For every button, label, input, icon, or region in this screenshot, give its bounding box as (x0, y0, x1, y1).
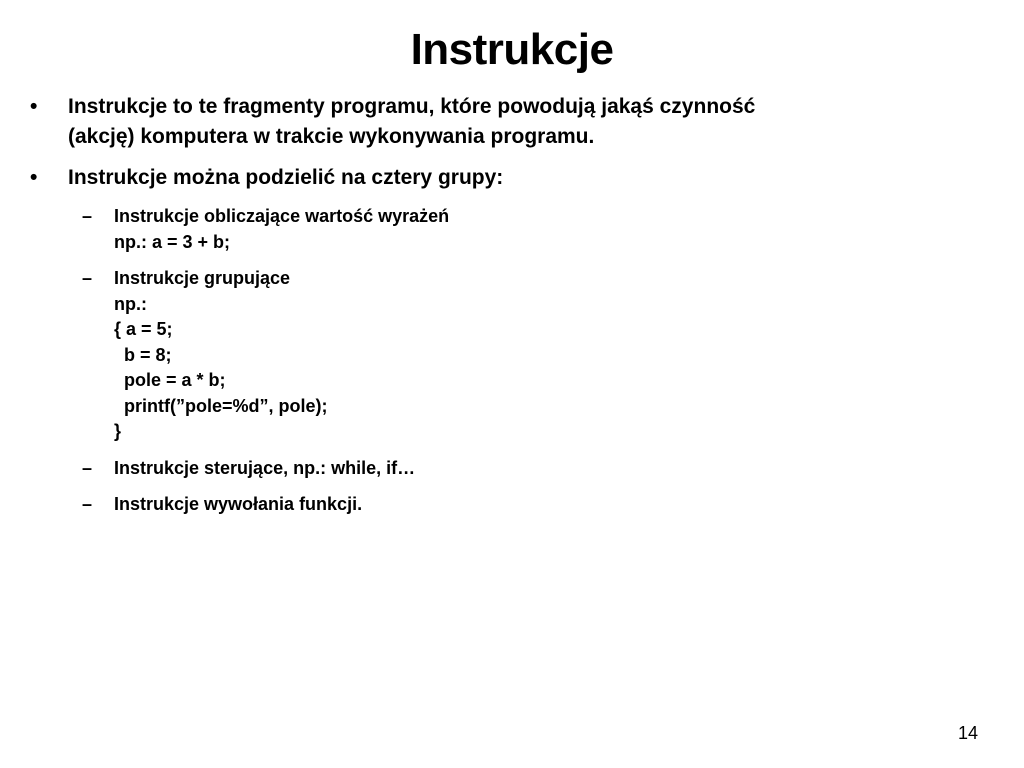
code-line: { a = 5; (114, 319, 173, 339)
sub-item-text: Instrukcje obliczające wartość wyrażeń (114, 206, 450, 226)
sub-item (30, 204, 990, 255)
dash-marker: – (82, 206, 93, 226)
dash-marker: – (82, 457, 93, 478)
sub-item-text: np.: a = 3 + b; (114, 231, 231, 252)
sub-item (30, 266, 990, 445)
bullet-text: Instrukcje to te fragmenty programu, które powodują jakąś czynność (68, 95, 756, 118)
bullet-item (30, 92, 990, 152)
sub-item (30, 492, 990, 518)
page-number: 14 (957, 723, 978, 743)
code-line: } (114, 421, 122, 441)
bullet-marker: • (30, 166, 38, 189)
code-line: np.: (114, 293, 147, 314)
code-line: pole = a * b; (114, 370, 226, 390)
code-line: b = 8; (114, 344, 172, 365)
sub-item (30, 456, 990, 482)
dash-marker: – (82, 494, 93, 514)
dash-marker: – (82, 268, 93, 288)
code-line: printf(”pole=%d”, pole); (114, 395, 328, 416)
bullet-text: (akcję) komputera w trakcie wykonywania programu. (68, 125, 595, 148)
bullet-text: Instrukcje można podzielić na cztery grupy: (68, 166, 504, 189)
bullet-item (30, 163, 990, 193)
bullet-marker: • (30, 95, 38, 118)
sub-item-text: Instrukcje sterujące, np.: while, if… (114, 457, 416, 478)
slide-content (30, 92, 990, 529)
sub-item-text: Instrukcje wywołania funkcji. (114, 494, 363, 514)
slide-title: Instrukcje (410, 25, 614, 74)
sub-item-text: Instrukcje grupujące (114, 268, 291, 288)
